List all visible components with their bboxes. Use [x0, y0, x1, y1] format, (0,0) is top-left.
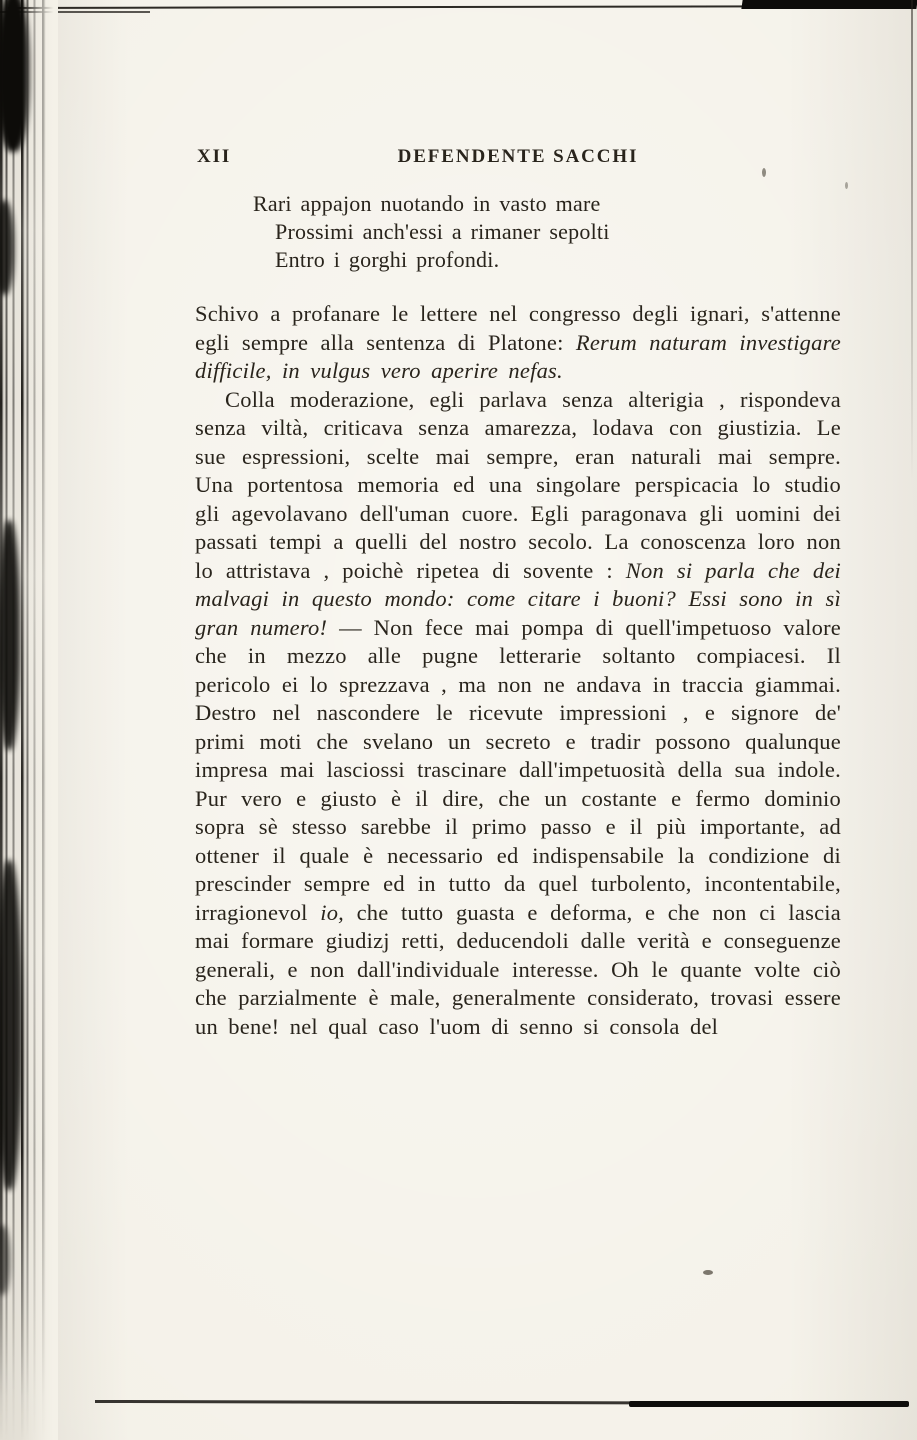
- running-head: DEFENDENTE SACCHI: [397, 146, 639, 167]
- ink-speck: [845, 182, 848, 189]
- text-run: — Non fece mai pompa di quell'impetuoso valore che in mezzo alle pugne letterarie soltanto compiacesi. Il pericolo ei lo sprezzava , ma non ne andava in traccia giammai. Destro nel nascondere le ricevute impressioni , e signore de' primi moti che svelano un secreto e tradir possono qualunque impresa mai lasciossi trascinare dall'impetuosità della sua indole. Pur vero e giusto è il dire, che un costante e fermo dominio sopra sè stesso sarebbe il primo passo e il più importante, ad ottener il quale è necessario ed indispensabile la condizione di prescinder sempre ed in tutto da quel turbolento, incontentabile, irragionevol: [195, 614, 841, 925]
- page-number: XII: [197, 146, 232, 167]
- italic-text: Rerum naturam investigare difficile, in vulgus vero aperire nefas.: [195, 329, 841, 383]
- scan-bottom-right-bar: [629, 1401, 909, 1407]
- italic-text: Non si parla che dei malvagi in questo mondo: come citare i buoni? Essi sono in sì gran numero!: [195, 557, 842, 640]
- paragraph: [195, 386, 841, 1042]
- text-run: che tutto guasta e deforma, e che non ci lascia mai formare giudizj retti, deducendoli dalle verità e conseguenze generali, e non dall'individuale interesse. Oh le quante volte ciò che parzialmente è male, generalmente considerato, trovasi essere un bene! nel qual caso l'uom di senno si consola del: [195, 899, 841, 1039]
- ink-speck: [703, 1270, 713, 1275]
- scan-ink-blotch: [0, 520, 20, 750]
- verse-line: Rari appajon nuotando in vasto mare: [253, 191, 601, 216]
- verse-line: Entro i gorghi profondi.: [275, 247, 500, 272]
- scan-top-right-bar: [741, 0, 917, 9]
- body-paragraphs: [195, 300, 841, 1041]
- scan-ink-blotch: [0, 860, 22, 1190]
- scan-edge-fade: [22, 0, 58, 1440]
- italic-text: io,: [320, 899, 345, 925]
- page-content: [195, 142, 841, 1041]
- page-header: [195, 142, 841, 184]
- scan-right-hairline: [911, 0, 913, 480]
- verse-line: Prossimi anch'essi a rimaner sepolti: [275, 219, 610, 244]
- verse-block: [253, 190, 841, 274]
- text-run: Schivo a profanare le lettere nel congresso degli ignari, s'attenne egli sempre alla sentenza di Platone:: [195, 301, 841, 355]
- text-run: Colla moderazione, egli parlava senza alterigia , rispondeva senza viltà, criticava senza amarezza, lodava con giustizia. Le sue espressioni, scelte mai sempre, eran naturali mai sempre. Una portentosa memoria ed una singolare perspicacia lo studio gli agevolavano dell'uman cuore. Egli paragonava gli uomini dei passati tempi a quelli del nostro secolo. La conoscenza loro non lo attristava , poichè ripetea di sovente :: [195, 386, 841, 583]
- paragraph: [195, 300, 841, 386]
